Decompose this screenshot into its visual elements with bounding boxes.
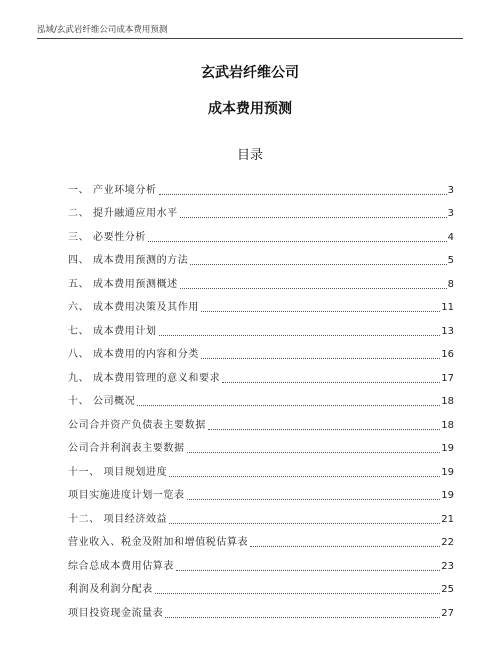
toc-leader-dots (165, 617, 440, 618)
toc-entry-page: 3 (447, 184, 454, 196)
toc-entry[interactable] (68, 527, 454, 551)
toc-leader-dots (208, 429, 440, 430)
toc-entry[interactable] (68, 198, 454, 222)
toc-entry[interactable] (68, 433, 454, 457)
toc-leader-dots (222, 382, 440, 383)
toc-leader-dots (187, 499, 441, 500)
toc-entry-page: 19 (441, 443, 454, 454)
toc-entry-label: 综合总成本费用估算表 (68, 560, 174, 572)
toc-entry-page: 5 (447, 255, 454, 266)
toc-entry-label: 十、 公司概况 (68, 396, 136, 407)
toc-entry[interactable] (68, 221, 454, 245)
toc-entry-page: 23 (441, 560, 454, 572)
toc-entry-label: 项目投资现金流量表 (68, 607, 164, 619)
toc-entry[interactable] (68, 574, 454, 598)
toc-entry-page: 4 (447, 231, 454, 243)
toc-leader-dots (176, 570, 440, 571)
toc-entry-page: 13 (441, 325, 454, 337)
toc-entry[interactable] (68, 550, 454, 574)
toc-entry-label: 十一、 项目规划进度 (68, 466, 168, 478)
toc-leader-dots (155, 593, 440, 594)
toc-entry-label: 三、 必要性分析 (68, 231, 146, 243)
toc-entry-label: 四、 成本费用预测的方法 (68, 255, 189, 266)
toc-entry-page: 21 (441, 513, 454, 525)
table-of-contents (68, 174, 454, 621)
document-title: 玄武岩纤维公司 (201, 65, 299, 81)
toc-entry[interactable] (68, 386, 454, 410)
toc-entry[interactable] (68, 174, 454, 198)
toc-entry-page: 18 (441, 396, 454, 407)
toc-entry-label: 六、 成本费用决策及其作用 (68, 302, 199, 313)
toc-entry-label: 公司合并资产负债表主要数据 (68, 419, 206, 431)
toc-entry[interactable] (68, 409, 454, 433)
document-subtitle: 成本费用预测 (208, 101, 292, 117)
toc-entry-label: 一、 产业环境分析 (68, 184, 157, 196)
toc-entry[interactable] (68, 339, 454, 363)
toc-entry-label: 九、 成本费用管理的意义和要求 (68, 372, 221, 384)
toc-leader-dots (148, 241, 447, 242)
toc-leader-dots (190, 264, 446, 265)
toc-entry[interactable] (68, 292, 454, 316)
toc-leader-dots (201, 358, 440, 359)
toc-entry-page: 11 (441, 302, 454, 313)
toc-entry-page: 22 (441, 537, 454, 548)
toc-entry-label: 利润及利润分配表 (68, 584, 153, 595)
toc-entry[interactable] (68, 503, 454, 527)
toc-entry-page: 18 (441, 419, 454, 431)
toc-leader-dots (169, 476, 440, 477)
toc-leader-dots (250, 546, 440, 547)
toc-leader-dots (159, 335, 441, 336)
toc-entry[interactable] (68, 268, 454, 292)
header-text: 泓域/玄武岩纤维公司成本费用预测 (37, 25, 168, 35)
toc-entry-label: 十二、 项目经济效益 (68, 513, 168, 525)
toc-entry-label: 营业收入、税金及附加和增值税估算表 (68, 537, 249, 548)
toc-leader-dots (187, 452, 441, 453)
toc-leader-dots (180, 288, 447, 289)
toc-entry-page: 3 (447, 208, 454, 219)
page-header (37, 24, 463, 39)
toc-entry-label: 项目实施进度计划一览表 (68, 490, 185, 501)
toc-leader-dots (137, 405, 440, 406)
toc-entry-page: 25 (441, 584, 454, 595)
toc-entry-label: 公司合并利润表主要数据 (68, 443, 185, 454)
toc-entry[interactable] (68, 245, 454, 269)
toc-entry-page: 19 (441, 490, 454, 501)
toc-entry-page: 8 (447, 278, 454, 290)
toc-leader-dots (201, 311, 440, 312)
toc-entry-page: 16 (441, 349, 454, 360)
toc-leader-dots (159, 194, 447, 195)
toc-entry-label: 八、 成本费用的内容和分类 (68, 349, 199, 360)
toc-entry-label: 五、 成本费用预测概述 (68, 278, 178, 290)
toc-entry[interactable] (68, 315, 454, 339)
toc-entry[interactable] (68, 456, 454, 480)
toc-leader-dots (180, 217, 447, 218)
toc-leader-dots (169, 523, 440, 524)
toc-entry-page: 17 (441, 372, 454, 384)
toc-entry[interactable] (68, 480, 454, 504)
toc-entry-page: 27 (441, 607, 454, 619)
toc-entry-page: 19 (441, 466, 454, 478)
toc-entry-label: 七、 成本费用计划 (68, 325, 157, 337)
toc-heading: 目录 (236, 148, 263, 163)
toc-entry[interactable] (68, 362, 454, 386)
toc-entry[interactable] (68, 597, 454, 621)
toc-entry-label: 二、 提升融通应用水平 (68, 208, 178, 219)
